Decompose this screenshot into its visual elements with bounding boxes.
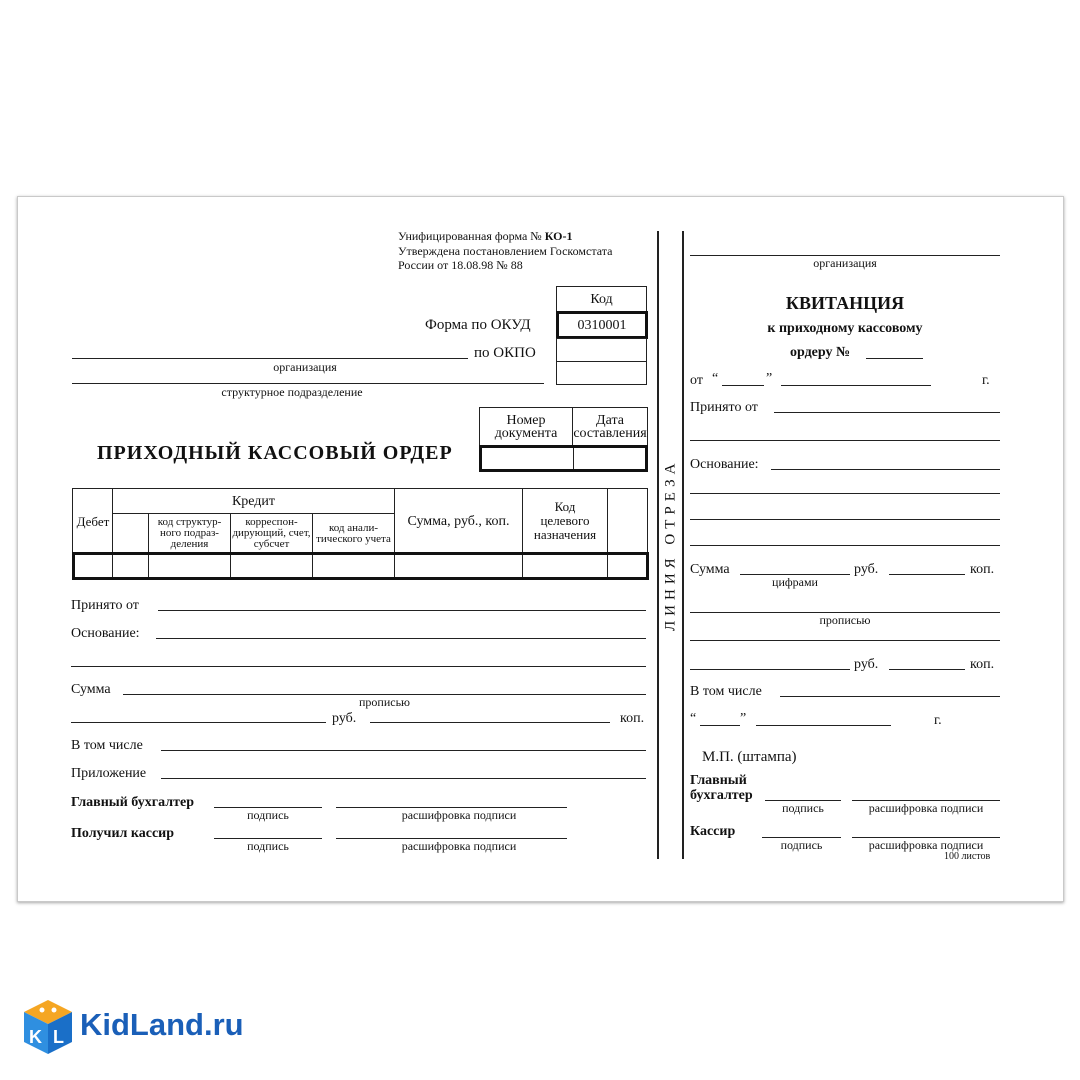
- credit-sub-corr-account: корреспон-дирующий, счет, субсчет: [230, 514, 312, 553]
- receipt-basis-line-3: [690, 519, 1000, 520]
- form-header-line2: Утверждена постановлением Госкомстата: [398, 244, 613, 258]
- form-header-line1: Унифицированная форма № КО-1: [398, 229, 573, 243]
- receipt-including-label: В том числе: [690, 684, 762, 699]
- cashier-received-label: Получил кассир: [71, 826, 175, 841]
- credit-sub-empty: [112, 514, 148, 553]
- basis-line: [156, 638, 646, 639]
- receipt-year-suffix: г.: [982, 373, 990, 388]
- receipt-sum-label: Сумма: [690, 562, 730, 577]
- receipt-order-number-line: [866, 358, 923, 359]
- order-title: ПРИХОДНЫЙ КАССОВЫЙ ОРДЕР: [97, 442, 453, 464]
- receipt-accepted-from-line: [774, 412, 1000, 413]
- receipt-organization-caption: организация: [813, 256, 877, 270]
- doc-number-date-values: [479, 445, 648, 472]
- organization-caption: организация: [273, 360, 337, 374]
- structural-unit-caption: структурное подразделение: [221, 385, 363, 399]
- basis-label: Основание:: [71, 626, 140, 641]
- cashier-decode-caption: расшифровка подписи: [401, 839, 517, 853]
- receipt-chief-label: Главный бухгалтер: [690, 773, 753, 803]
- kod-header: Код: [556, 286, 647, 312]
- receipt-year-suffix-2: г.: [934, 713, 942, 728]
- extra-column-header: [607, 489, 647, 553]
- receipt-kop-label-2: коп.: [970, 657, 995, 672]
- receipt-accepted-from-label: Принято от: [690, 400, 758, 415]
- receipt-basis-line-4: [690, 545, 1000, 546]
- structural-unit-line: [72, 383, 544, 384]
- receipt-rub-label-2: руб.: [854, 657, 879, 672]
- receipt-basis-line-2: [690, 493, 1000, 494]
- including-line: [161, 750, 646, 751]
- receipt-order-number-label: ордеру №: [790, 345, 851, 360]
- receipt-accepted-from-line-2: [690, 440, 1000, 441]
- receipt-sheets-count: 100 листов: [944, 851, 991, 862]
- including-label: В том числе: [71, 738, 143, 753]
- credit-sub-structural-code: код структур-ного подраз-деления: [148, 514, 230, 553]
- chief-accountant-label: Главный бухгалтер: [71, 795, 194, 810]
- form-header-line3: России от 18.08.98 № 88: [398, 258, 523, 272]
- sum-in-words-caption: прописью: [358, 695, 411, 709]
- receipt-subtitle: к приходному кассовому: [767, 321, 923, 336]
- receipt-quote-open-2: “: [690, 711, 697, 726]
- okpo-value-cell: [556, 338, 647, 362]
- receipt-month-line: [781, 385, 931, 386]
- chief-decode-caption: расшифровка подписи: [401, 808, 517, 822]
- receipt-basis-line: [771, 469, 1000, 470]
- kod-extra-cell: [556, 361, 647, 385]
- credit-sub-analytic-code: код анали-тического учета: [312, 514, 394, 553]
- svg-text:K: K: [29, 1027, 42, 1047]
- attachment-label: Приложение: [71, 766, 147, 781]
- receipt-cashier-label: Кассир: [690, 824, 736, 839]
- organization-line: [72, 358, 468, 359]
- receipt-kop-line: [889, 574, 965, 575]
- cashier-signature-caption: подпись: [247, 839, 289, 853]
- receipt-day-line: [722, 385, 764, 386]
- sum-header: Сумма, руб., коп.: [394, 489, 522, 553]
- receipt-quote-close: ”: [766, 371, 773, 386]
- receipt-cashier-signature-caption: подпись: [780, 838, 823, 852]
- svg-text:L: L: [53, 1027, 64, 1047]
- receipt-cashier-decode-caption: расшифровка подписи: [868, 838, 984, 852]
- accepted-from-line: [158, 610, 646, 611]
- receipt-in-words-caption: прописью: [819, 613, 871, 627]
- kidland-brand-name[interactable]: KidLand.ru: [80, 1007, 244, 1042]
- receipt-chief-decode-caption: расшифровка подписи: [868, 801, 984, 815]
- kop-label: коп.: [620, 711, 645, 726]
- receipt-words-line-2: [690, 640, 1000, 641]
- receipt-rub-line-2: [690, 669, 850, 670]
- receipt-stamp-label: М.П. (штампа): [702, 749, 797, 765]
- purpose-code-header: Код целевого назначения: [522, 489, 607, 553]
- cut-line-label: ЛИНИЯ ОТРЕЗА: [662, 458, 679, 632]
- sum-label: Сумма: [71, 682, 111, 697]
- kop-line: [370, 722, 610, 723]
- okud-label: Форма по ОКУД: [425, 317, 531, 333]
- receipt-title: КВИТАНЦИЯ: [785, 293, 905, 313]
- accounting-values-row: [72, 552, 649, 580]
- chief-signature-caption: подпись: [247, 808, 289, 822]
- receipt-rub-label: руб.: [854, 562, 879, 577]
- rub-line: [71, 722, 326, 723]
- receipt-kop-line-2: [889, 669, 965, 670]
- receipt-kop-label: коп.: [970, 562, 995, 577]
- attachment-line: [161, 778, 646, 779]
- doc-date-header: Дата составления: [572, 407, 648, 447]
- rub-label: руб.: [332, 711, 357, 726]
- credit-header: Кредит: [112, 489, 394, 514]
- receipt-quote-open: “: [712, 371, 719, 386]
- basis-line-2: [71, 666, 646, 667]
- okud-value-cell: 0310001: [556, 311, 648, 339]
- receipt-basis-label: Основание:: [690, 457, 759, 472]
- doc-number-header: Номер документа: [479, 407, 573, 447]
- okpo-label: по ОКПО: [474, 345, 536, 361]
- kidland-logo-icon: [20, 998, 76, 1058]
- accepted-from-label: Принято от: [71, 598, 139, 613]
- receipt-chief-signature-caption: подпись: [782, 801, 824, 815]
- receipt-quote-close-2: ”: [740, 711, 747, 726]
- receipt-day-line-2: [700, 725, 740, 726]
- receipt-digits-caption: цифрами: [772, 575, 818, 589]
- receipt-month-line-2: [756, 725, 891, 726]
- receipt-including-line: [780, 696, 1000, 697]
- receipt-date-from: от: [690, 373, 703, 388]
- debit-header: Дебет: [76, 513, 110, 529]
